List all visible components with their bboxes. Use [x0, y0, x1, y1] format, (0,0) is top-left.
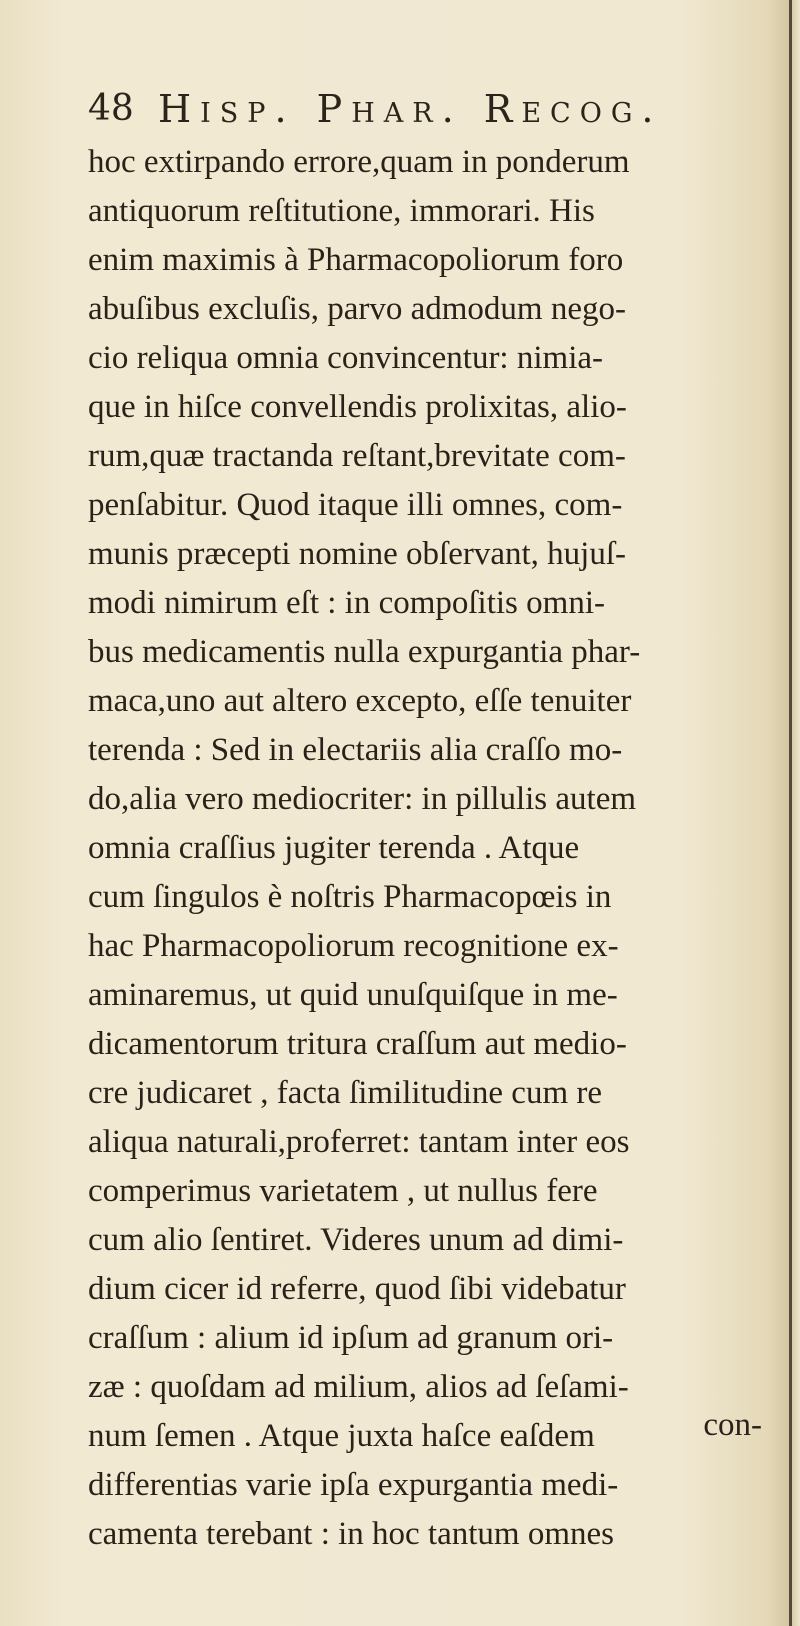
- text-line: que in hiſce convellendis prolixitas, alio-: [88, 389, 627, 425]
- text-line: cum ſingulos è noſtris Pharmacopœis in: [88, 879, 612, 915]
- text-line: bus medicamentis nulla expurgantia phar-: [88, 634, 641, 670]
- text-line: munis præcepti nomine obſervant, hujuſ-: [88, 536, 626, 572]
- text-line: hoc extirpando errore,quam in ponderum: [88, 144, 630, 180]
- text-line: aminaremus, ut quid unuſquiſque in me-: [88, 977, 618, 1013]
- text-line: enim maximis à Pharmacopoliorum foro: [88, 242, 624, 278]
- text-line: differentias varie ipſa expurgantia medi-: [88, 1467, 619, 1503]
- gutter-shadow: [792, 0, 800, 1626]
- text-line: omnia craſſius jugiter terenda . Atque: [88, 830, 580, 866]
- text-line: modi nimirum eſt : in compoſitis omni-: [88, 585, 605, 621]
- text-line: antiquorum reſtitutione, immorari. His: [88, 193, 595, 229]
- text-line: zæ : quoſdam ad milium, alios ad ſeſami-: [88, 1369, 629, 1405]
- running-head: Hisp. Phar. Recog.: [158, 87, 663, 131]
- text-line: cre judicaret , facta ſimilitudine cum re: [88, 1075, 603, 1111]
- text-line: craſſum : alium id ipſum ad granum ori-: [88, 1320, 614, 1356]
- text-line: maca,uno aut altero excepto, eſſe tenuiter: [88, 683, 632, 719]
- text-line: dicamentorum tritura craſſum aut medio-: [88, 1026, 627, 1062]
- text-line: hac Pharmacopoliorum recognitione ex-: [88, 928, 619, 964]
- text-line: terenda : Sed in electariis alia craſſo mo-: [88, 732, 623, 768]
- text-line: rum,quæ tractanda reſtant,brevitate com-: [88, 438, 626, 474]
- text-line: comperimus varietatem , ut nullus fere: [88, 1173, 598, 1209]
- text-line: abuſibus excluſis, parvo admodum nego-: [88, 291, 626, 327]
- text-line: camenta terebant : in hoc tantum omnes: [88, 1516, 614, 1552]
- text-line: penſabitur. Quod itaque illi omnes, com-: [88, 487, 623, 523]
- page-number: 48: [88, 88, 134, 129]
- text-line: cum alio ſentiret. Videres unum ad dimi-: [88, 1222, 624, 1258]
- text-line: num ſemen . Atque juxta haſce eaſdem: [88, 1418, 595, 1454]
- body-text: [88, 138, 770, 1559]
- text-line: do,alia vero mediocriter: in pillulis autem: [88, 781, 637, 817]
- page-edge-line: [789, 0, 792, 1626]
- catchword: con-: [703, 1407, 762, 1443]
- page-header: [88, 84, 768, 136]
- text-line: dium cicer id referre, quod ſibi videbatur: [88, 1271, 626, 1307]
- text-line: cio reliqua omnia convincentur: nimia-: [88, 340, 603, 376]
- text-line: aliqua naturali,proferret: tantam inter eos: [88, 1124, 630, 1160]
